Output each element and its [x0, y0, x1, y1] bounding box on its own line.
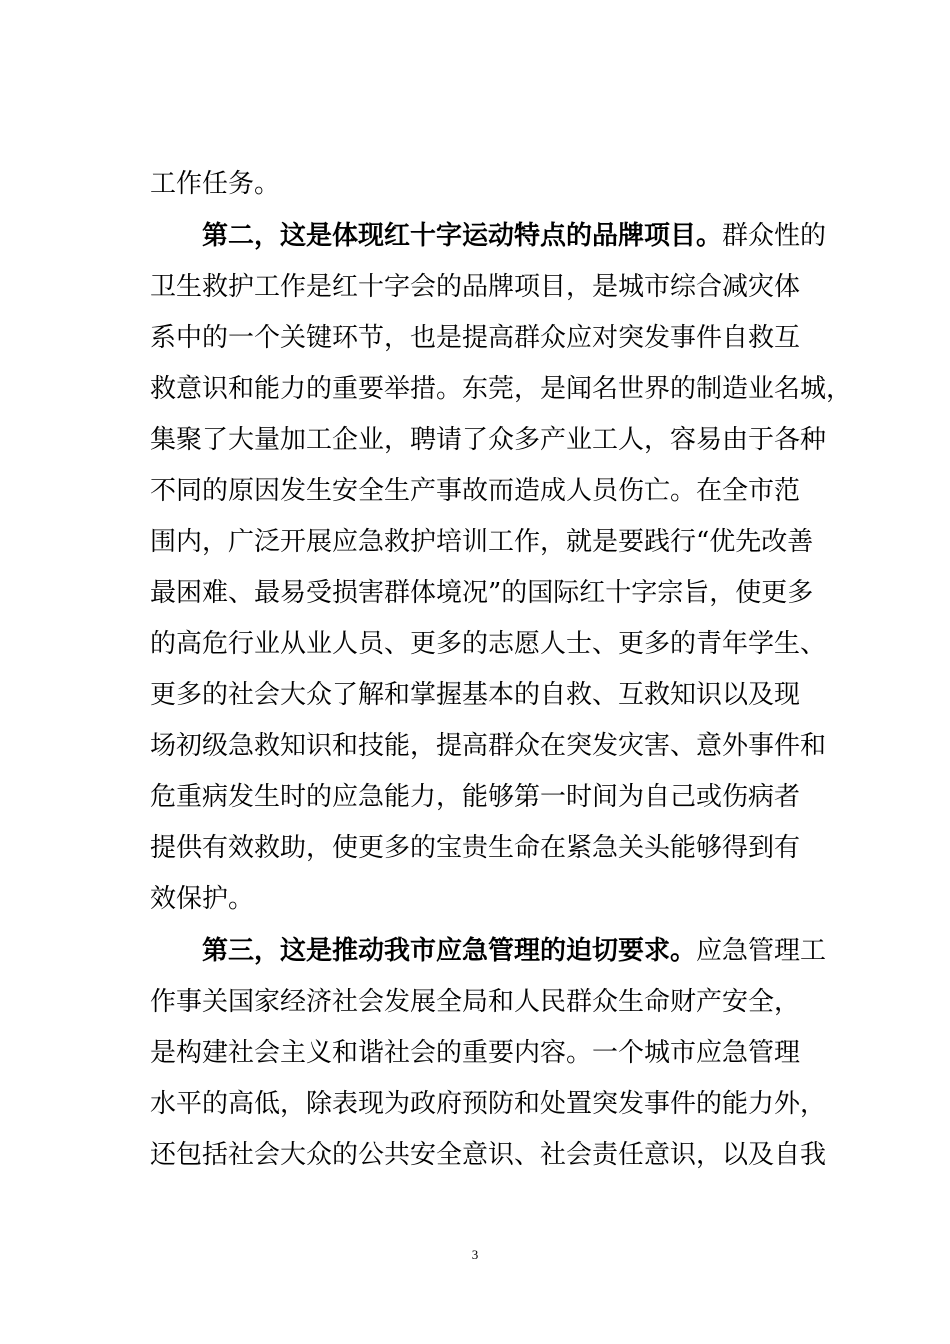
- paragraph-line: 水平的高低，除表现为政府预防和处置突发事件的能力外，: [150, 1089, 827, 1119]
- paragraph-line: 提供有效救助，使更多的宝贵生命在紧急关头能够得到有: [150, 833, 801, 863]
- page-number: 3: [471, 1247, 479, 1262]
- paragraph-line: 还包括社会大众的公共安全意识、社会责任意识，以及自我: [150, 1140, 827, 1170]
- paragraph-line: 救意识和能力的重要举措。东莞，是闻名世界的制造业名城，: [150, 374, 853, 404]
- paragraph-line: 最困难、最易受损害群体境况”的国际红十字宗旨，使更多: [150, 578, 814, 608]
- paragraph-line: 危重病发生时的应急能力，能够第一时间为自己或伤病者: [150, 782, 801, 812]
- paragraph-line: 是构建社会主义和谐社会的重要内容。一个城市应急管理: [150, 1038, 801, 1068]
- paragraph-line: 不同的原因发生安全生产事故而造成人员伤亡。在全市范: [150, 476, 801, 506]
- paragraph-text: 应急管理工: [696, 936, 827, 966]
- paragraph-line: 场初级急救知识和技能，提高群众在突发灾害、意外事件和: [150, 731, 827, 761]
- paragraph-line: 围内，广泛开展应急救护培训工作，就是要践行“优先改善: [150, 527, 814, 557]
- paragraph-text: 群众性的: [722, 221, 827, 251]
- paragraph-line: 作事关国家经济社会发展全局和人民群众生命财产安全，: [150, 987, 801, 1017]
- paragraph-line: 工作任务。: [150, 169, 281, 199]
- paragraph-line: 的高危行业从业人员、更多的志愿人士、更多的青年学生、: [150, 629, 827, 659]
- paragraph-lead: 第二，这是体现红十字运动特点的品牌项目。: [202, 221, 723, 251]
- paragraph-lead: 第三，这是推动我市应急管理的迫切要求。: [202, 936, 697, 966]
- paragraph-first-line: [202, 219, 826, 253]
- paragraph-line: 更多的社会大众了解和掌握基本的自救、互救知识以及现: [150, 680, 801, 710]
- paragraph-line: 卫生救护工作是红十字会的品牌项目，是城市综合减灾体: [150, 272, 801, 302]
- paragraph-line: 效保护。: [150, 884, 255, 914]
- paragraph-line: 系中的一个关键环节，也是提高群众应对突发事件自救互: [150, 323, 801, 353]
- paragraph-line: 集聚了大量加工企业，聘请了众多产业工人，容易由于各种: [150, 425, 827, 455]
- paragraph-first-line: [202, 934, 826, 968]
